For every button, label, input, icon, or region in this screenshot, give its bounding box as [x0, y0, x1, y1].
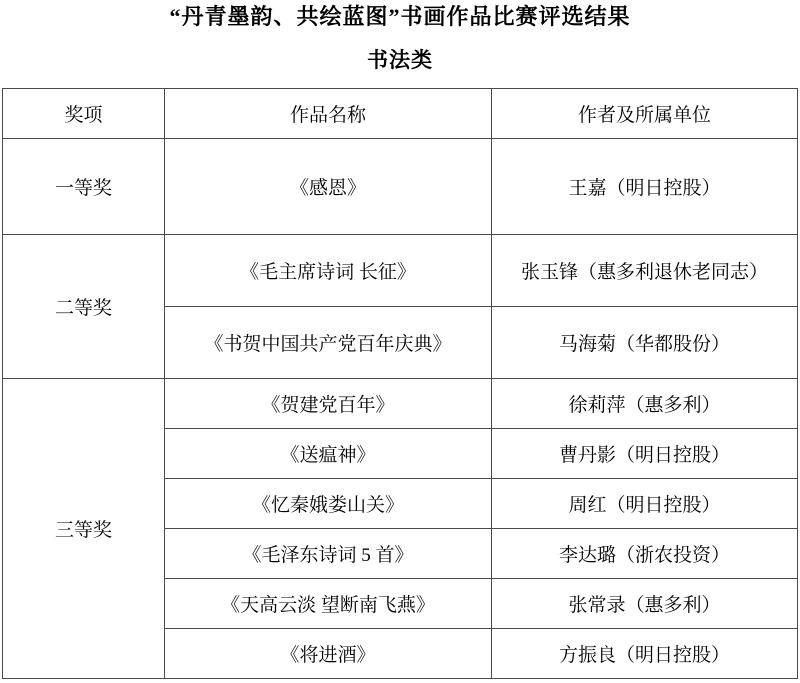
- results-table: [2, 88, 798, 679]
- col-header-work: 作品名称: [165, 89, 492, 139]
- work-cell: 《感恩》: [165, 139, 492, 235]
- work-cell: 《将进酒》: [165, 629, 492, 679]
- author-cell: 张玉锋（惠多利退休老同志）: [492, 235, 798, 307]
- work-cell: 《送瘟神》: [165, 429, 492, 479]
- author-cell: 徐莉萍（惠多利）: [492, 379, 798, 429]
- award-cell-first: 一等奖: [3, 139, 165, 235]
- author-cell: 方振良（明日控股）: [492, 629, 798, 679]
- table-row: [3, 379, 798, 429]
- work-cell: 《天高云淡 望断南飞燕》: [165, 579, 492, 629]
- table-row: [3, 235, 798, 307]
- award-cell-second: 二等奖: [3, 235, 165, 379]
- work-cell: 《贺建党百年》: [165, 379, 492, 429]
- page-title: “丹青墨韵、共绘蓝图”书画作品比赛评选结果: [169, 4, 631, 29]
- page-subtitle: 书法类: [367, 48, 433, 72]
- author-cell: 马海菊（华都股份）: [492, 307, 798, 379]
- author-cell: 张常录（惠多利）: [492, 579, 798, 629]
- work-cell: 《毛泽东诗词 5 首》: [165, 529, 492, 579]
- author-cell: 曹丹影（明日控股）: [492, 429, 798, 479]
- author-cell: 李达璐（浙农投资）: [492, 529, 798, 579]
- work-cell: 《毛主席诗词 长征》: [165, 235, 492, 307]
- col-header-award: 奖项: [3, 89, 165, 139]
- work-cell: 《忆秦娥娄山关》: [165, 479, 492, 529]
- col-header-author: 作者及所属单位: [492, 89, 798, 139]
- author-cell: 王嘉（明日控股）: [492, 139, 798, 235]
- work-cell: 《书贺中国共产党百年庆典》: [165, 307, 492, 379]
- table-row: [3, 139, 798, 235]
- table-header-row: [3, 89, 798, 139]
- award-cell-third: 三等奖: [3, 379, 165, 679]
- author-cell: 周红（明日控股）: [492, 479, 798, 529]
